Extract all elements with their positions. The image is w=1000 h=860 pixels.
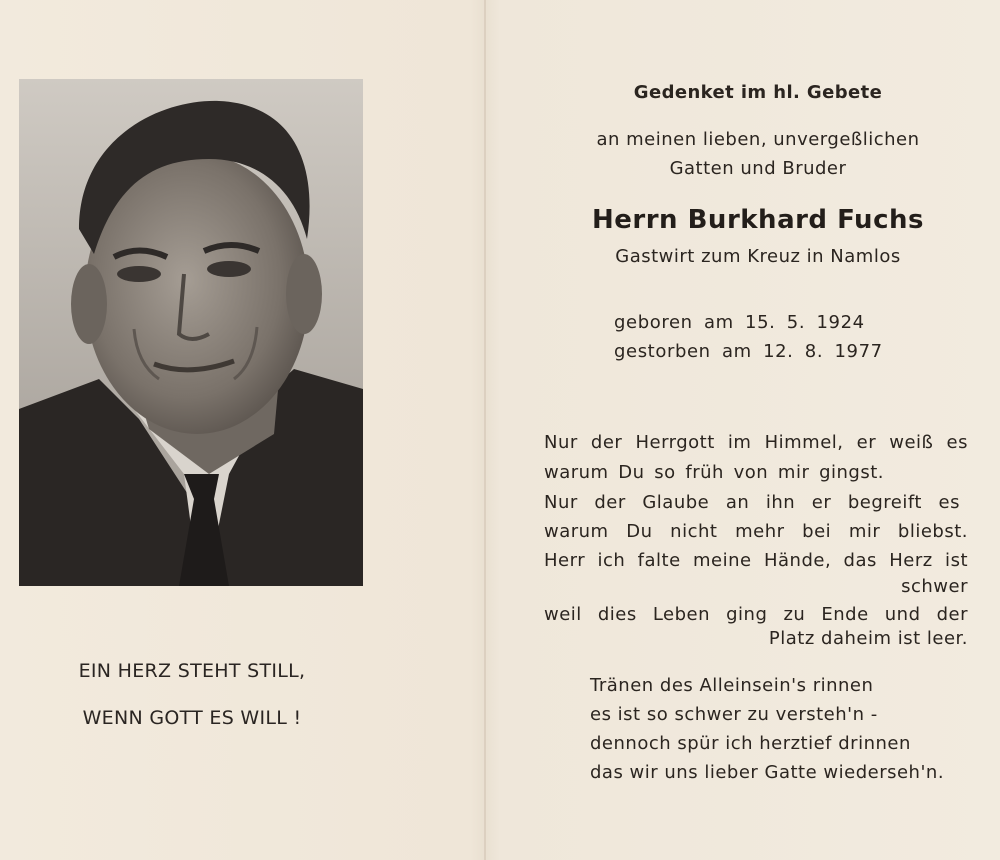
portrait-illustration [19,79,363,586]
verse-line-1: EIN HERZ STEHT STILL, [78,660,306,682]
memorial-heading: Gedenket im hl. Gebete [633,82,883,103]
poem-line: warum Du so früh von mir gingst. [544,462,884,483]
stanza-line: es ist so schwer zu versteh'n - [590,704,878,725]
poem-line: Nur der Herrgott im Himmel, er weiß es [544,432,968,453]
poem-line: Platz daheim ist leer. [768,628,968,649]
intro-line-1: an meinen lieben, unvergeßlichen [596,129,920,150]
verse-line-2: WENN GOTT ES WILL ! [82,707,302,729]
intro-line-2: Gatten und Bruder [669,158,847,179]
birth-date: geboren am 15. 5. 1924 [614,312,865,333]
occupation: Gastwirt zum Kreuz in Namlos [615,246,901,267]
poem-line: weil dies Leben ging zu Ende und der [544,604,968,625]
poem-line: Herr ich falte meine Hände, das Herz ist [544,550,968,571]
portrait-photo [19,79,363,586]
poem-line: Nur der Glaube an ihn er begreift es [544,492,960,513]
stanza-line: Tränen des Alleinsein's rinnen [590,675,874,696]
stanza-line: dennoch spür ich herztief drinnen [590,733,911,754]
stanza-line: das wir uns lieber Gatte wiederseh'n. [590,762,945,783]
poem-line: schwer [901,576,968,597]
poem-line: warum Du nicht mehr bei mir bliebst. [544,521,968,542]
death-date: gestorben am 12. 8. 1977 [614,341,883,362]
deceased-name: Herrn Burkhard Fuchs [592,205,924,235]
card-fold [484,0,486,860]
